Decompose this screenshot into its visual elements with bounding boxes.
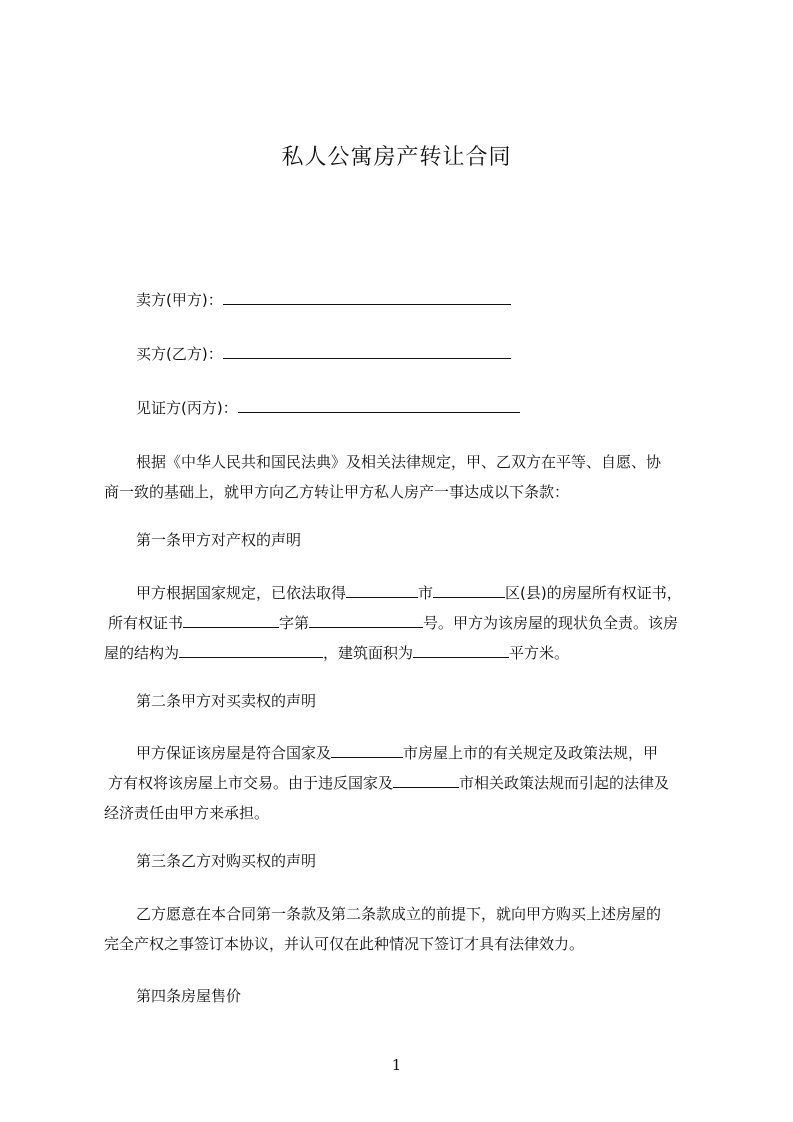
article-2-text: 市相关政策法规而引起的法律及 <box>459 774 670 792</box>
blank-field <box>413 643 509 658</box>
article-1-line-1 <box>104 583 701 613</box>
article-1-text: 号。甲方为该房屋的现状负全责。该房 <box>423 614 679 632</box>
witness-line <box>136 398 520 418</box>
article-2-heading: 第二条甲方对买卖权的声明 <box>136 692 317 710</box>
article-1-text: ，建筑面积为 <box>323 644 414 662</box>
article-3-paragraph <box>104 904 701 964</box>
article-2-line-2 <box>104 773 701 803</box>
article-1-text: 区(县)的房屋所有权证书， <box>505 584 682 602</box>
article-2-line-3: 经济责任由甲方来承担。 <box>104 804 270 822</box>
article-4-heading: 第四条房屋售价 <box>136 987 242 1005</box>
article-1-text: 屋的结构为 <box>104 644 180 662</box>
document-title: 私人公寓房产转让合同 <box>281 145 512 170</box>
article-2-line-1 <box>104 743 701 773</box>
preamble-line-1: 根据《中华人民共和国民法典》及相关法律规定，甲、乙双方在平等、自愿、协 <box>136 453 662 471</box>
article-2-paragraph <box>104 743 701 833</box>
article-3-line-1: 乙方愿意在本合同第一条款及第二条款成立的前提下，就向甲方购买上述房屋的 <box>136 905 662 923</box>
witness-label: 见证方(丙方)： <box>136 399 238 417</box>
blank-field <box>309 613 423 628</box>
article-3-heading: 第三条乙方对购买权的声明 <box>136 852 317 870</box>
preamble-line-2: 商一致的基础上，就甲方向乙方转让甲方私人房产一事达成以下条款： <box>104 483 570 501</box>
blank-field <box>179 643 323 658</box>
article-1-text: 市 <box>418 584 434 602</box>
witness-blank <box>238 398 520 413</box>
article-1-text: 平方米。 <box>509 644 570 662</box>
article-1-paragraph <box>104 583 701 673</box>
blank-field <box>331 743 403 758</box>
blank-field <box>433 583 505 598</box>
seller-line <box>136 290 511 310</box>
article-1-heading: 第一条甲方对产权的声明 <box>136 531 302 549</box>
article-2-text: 市房屋上市的有关规定及政策法规，甲 <box>403 744 659 762</box>
blank-field <box>393 773 459 788</box>
article-1-line-2 <box>104 613 701 643</box>
article-3-line-2: 完全产权之事签订本协议，并认可仅在此种情况下签订才具有法律效力。 <box>104 935 585 953</box>
buyer-blank <box>223 344 511 359</box>
article-1-line-3 <box>104 643 701 673</box>
preamble-paragraph <box>104 452 701 512</box>
buyer-line <box>136 344 511 364</box>
buyer-label: 买方(乙方)： <box>136 345 223 363</box>
blank-field <box>346 583 418 598</box>
article-2-text: 甲方保证该房屋是符合国家及 <box>136 744 332 762</box>
seller-blank <box>223 290 511 305</box>
blank-field <box>183 613 279 628</box>
article-1-text: 甲方根据国家规定，已依法取得 <box>136 584 347 602</box>
seller-label: 卖方(甲方)： <box>136 291 223 309</box>
article-2-text: 方有权将该房屋上市交易。由于违反国家及 <box>108 774 394 792</box>
article-1-text: 所有权证书 <box>108 614 184 632</box>
article-1-text: 字第 <box>279 614 310 632</box>
page-number: 1 <box>391 1056 402 1074</box>
